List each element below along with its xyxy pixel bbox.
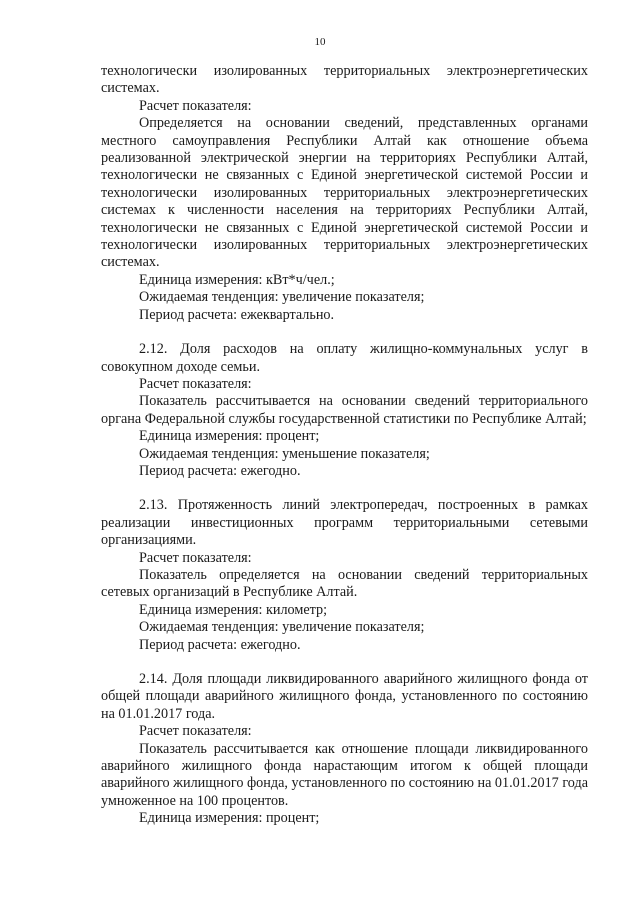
- calc-description: Определяется на основании сведений, представленных органами местного самоуправления Республики Алтай как отношение объема реализованной электрической энергии на территориях Республики Алтай, технологически не связанных с Единой энергетической системой России и технологически изолированных территориальных электроэнергетических системах к численности населения на территориях Республики Алтай, технологически не связанных с Единой энергетической системой России и технологически изолированных территориальных электроэнергетических системах.: [101, 115, 588, 271]
- unit-line: Единица измерения: кВт*ч/чел.;: [139, 271, 335, 288]
- section-heading-2-14: 2.14. Доля площади ликвидированного аварийного жилищного фонда от общей площади аварийного жилищного фонда, установленного по состоянию на 01.01.2017 года.: [101, 671, 588, 722]
- unit-line: Единица измерения: километр;: [139, 601, 328, 618]
- unit-line: Единица измерения: процент;: [139, 428, 320, 445]
- calc-heading: Расчет показателя:: [139, 549, 252, 566]
- calc-description: Показатель рассчитывается на основании сведений территориального органа Федеральной службы государственной статистики по Республике Алтай;: [101, 393, 588, 427]
- calc-heading: Расчет показателя:: [139, 375, 252, 392]
- trend-line: Ожидаемая тенденция: увеличение показателя;: [139, 619, 425, 636]
- period-line: Период расчета: ежеквартально.: [139, 306, 335, 323]
- page-number: 10: [314, 36, 326, 48]
- section-heading-2-12: 2.12. Доля расходов на оплату жилищно-коммунальных услуг в совокупном доходе семьи.: [101, 341, 588, 375]
- unit-line: Единица измерения: процент;: [139, 810, 320, 827]
- calc-description: Показатель рассчитывается как отношение площади ликвидированного аварийного жилищного фонда нарастающим итогом к общей площади аварийного жилищного фонда, установленного по состоянию на 01.01.2017 года умноженное на 100 процентов.: [101, 740, 588, 809]
- section-heading-2-13: 2.13. Протяженность линий электропередач, построенных в рамках реализации инвестиционных программ территориальными сетевыми организациями.: [101, 497, 588, 549]
- trend-line: Ожидаемая тенденция: увеличение показателя;: [139, 289, 425, 306]
- calc-description: Показатель определяется на основании сведений территориальных сетевых организаций в Республике Алтай.: [101, 566, 588, 601]
- calc-heading: Расчет показателя:: [139, 97, 252, 114]
- period-line: Период расчета: ежегодно.: [139, 636, 301, 653]
- calc-heading: Расчет показателя:: [139, 723, 252, 740]
- document-body: [101, 63, 588, 828]
- period-line: Период расчета: ежегодно.: [139, 462, 301, 479]
- paragraph-continuation: технологически изолированных территориальных электроэнергетических системах.: [101, 63, 588, 97]
- trend-line: Ожидаемая тенденция: уменьшение показателя;: [139, 445, 430, 462]
